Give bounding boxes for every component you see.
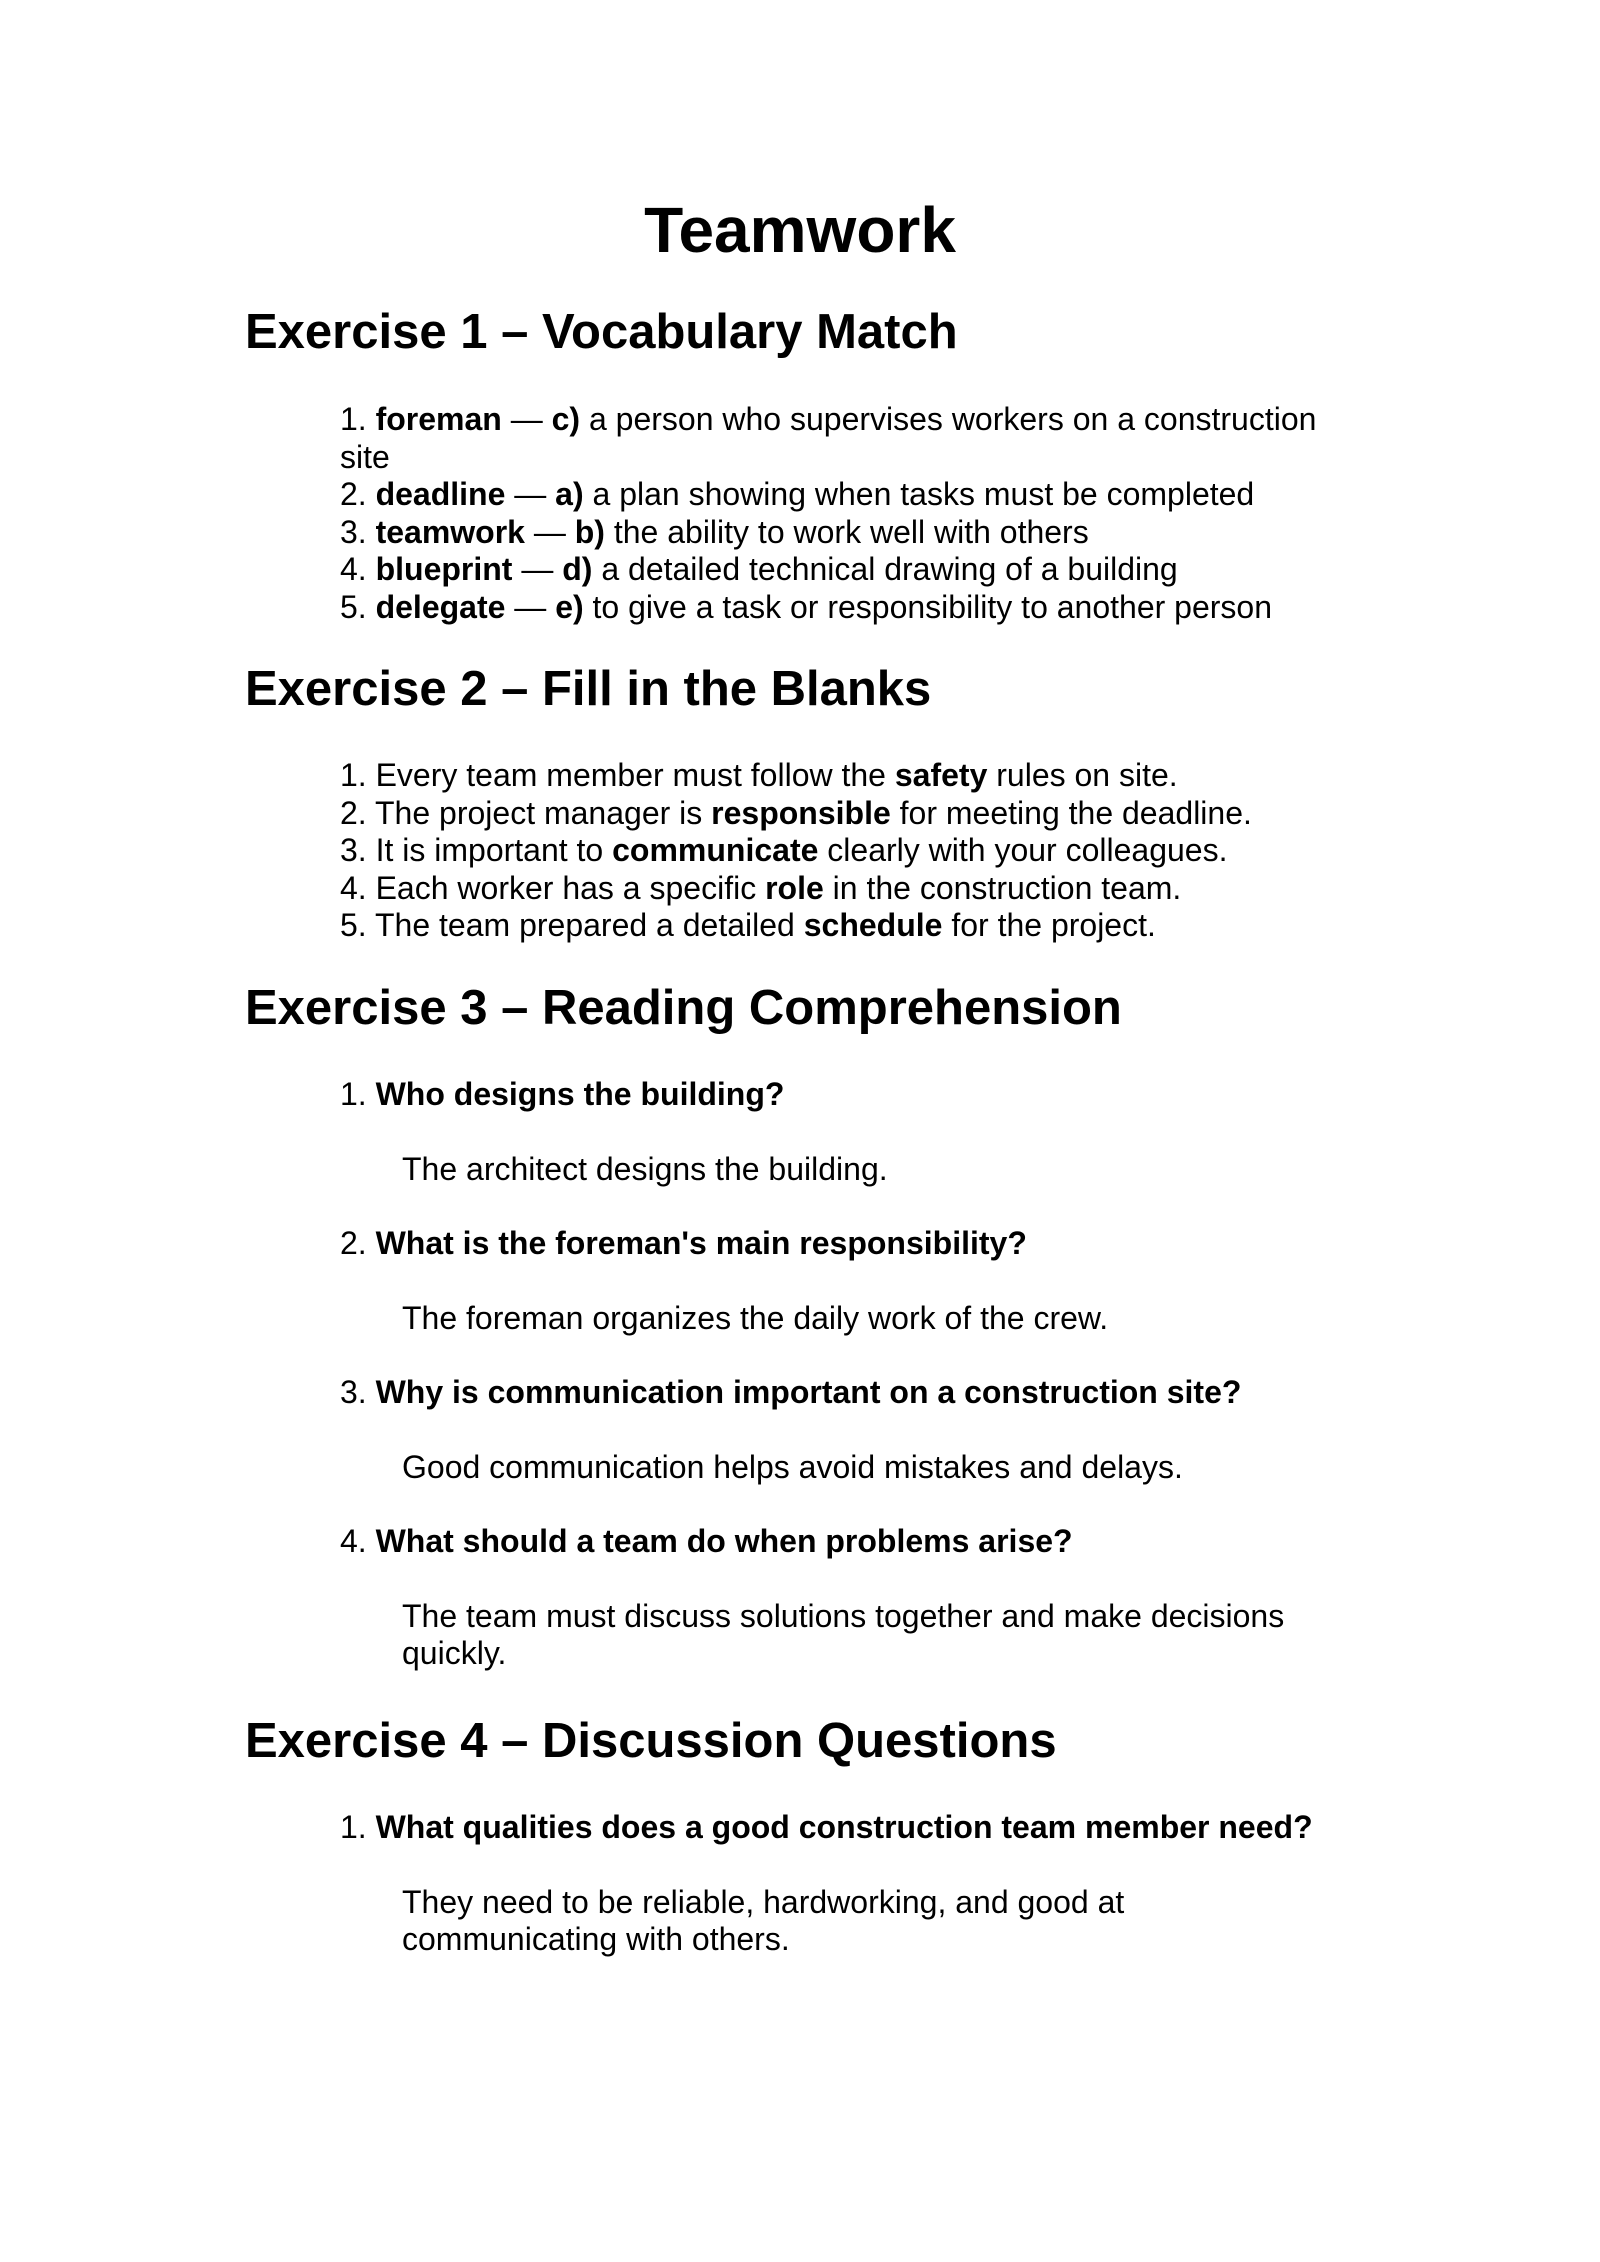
- blank-answer: communicate: [612, 832, 819, 868]
- vocab-letter: e): [555, 588, 584, 625]
- vocab-letter: d): [562, 551, 593, 587]
- vocab-definition: a detailed technical drawing of a building: [592, 551, 1178, 587]
- vocab-definition: the ability to work well with others: [604, 513, 1089, 550]
- exercise-4-heading: Exercise 4 – Discussion Questions: [245, 1714, 1057, 1768]
- list-item: 5. delegate — e) to give a task or responsibility to another person: [340, 588, 1273, 625]
- exercise-2-heading: Exercise 2 – Fill in the Blanks: [245, 662, 932, 716]
- exercise-1-heading: Exercise 1 – Vocabulary Match: [245, 305, 958, 359]
- list-item: 2. The project manager is responsible for meeting the deadline.: [340, 794, 1252, 831]
- blank-answer: schedule: [803, 907, 943, 943]
- list-item: [340, 1523, 1340, 1673]
- question: 4. What should a team do when problems arise?: [340, 1523, 1073, 1559]
- answer: The team must discuss solutions together and make decisions quickly.: [402, 1597, 1285, 1671]
- list-item: [340, 1374, 1340, 1486]
- vocab-definition: a person who supervises workers on a construction site: [340, 401, 1317, 475]
- vocab-term: teamwork: [375, 513, 525, 550]
- list-item: [340, 1076, 1340, 1188]
- list-item: [340, 1809, 1340, 1959]
- vocab-letter: a): [555, 476, 584, 512]
- question: 3. Why is communication important on a construction site?: [340, 1374, 1242, 1410]
- list-item: 1. foreman — c) a person who supervises workers on a construction site: [340, 401, 1317, 475]
- exercise-3-heading: Exercise 3 – Reading Comprehension: [245, 981, 1122, 1035]
- list-item: 4. blueprint — d) a detailed technical drawing of a building: [340, 551, 1178, 587]
- answer: Good communication helps avoid mistakes and delays.: [402, 1448, 1183, 1485]
- list-item: 4. Each worker has a specific role in the construction team.: [340, 869, 1182, 906]
- list-item: [340, 1225, 1340, 1337]
- question: 1. What qualities does a good construction team member need?: [340, 1809, 1313, 1845]
- blank-answer: safety: [894, 757, 988, 793]
- list-item: 3. It is important to communicate clearly with your colleagues.: [340, 832, 1228, 868]
- question: 2. What is the foreman's main responsibility?: [340, 1225, 1027, 1261]
- blank-answer: role: [765, 869, 824, 906]
- vocab-term: delegate: [375, 588, 506, 625]
- list-item: 1. Every team member must follow the safety rules on site.: [340, 757, 1178, 793]
- list-item: 3. teamwork — b) the ability to work well with others: [340, 513, 1089, 550]
- reading-comprehension-list: [340, 1076, 1340, 1710]
- vocab-definition: a plan showing when tasks must be completed: [583, 476, 1255, 512]
- answer: The foreman organizes the daily work of the crew.: [402, 1299, 1109, 1336]
- answer: The architect designs the building.: [402, 1150, 888, 1187]
- vocab-term: deadline: [375, 476, 506, 512]
- question: 1. Who designs the building?: [340, 1076, 785, 1112]
- vocab-term: blueprint: [375, 551, 513, 587]
- vocab-letter: b): [574, 513, 605, 550]
- fill-in-blanks-list: [340, 757, 1340, 945]
- list-item: 2. deadline — a) a plan showing when tasks must be completed: [340, 476, 1255, 512]
- vocab-term: foreman: [375, 401, 502, 437]
- page-title: Teamwork: [644, 194, 956, 266]
- answer: They need to be reliable, hardworking, and good at communicating with others.: [402, 1883, 1125, 1957]
- vocab-letter: c): [551, 401, 581, 437]
- vocabulary-match-list: [340, 401, 1340, 626]
- vocab-definition: to give a task or responsibility to another person: [583, 588, 1273, 625]
- discussion-questions-list: [340, 1809, 1340, 1996]
- list-item: 5. The team prepared a detailed schedule for the project.: [340, 907, 1156, 943]
- blank-answer: responsible: [711, 794, 891, 831]
